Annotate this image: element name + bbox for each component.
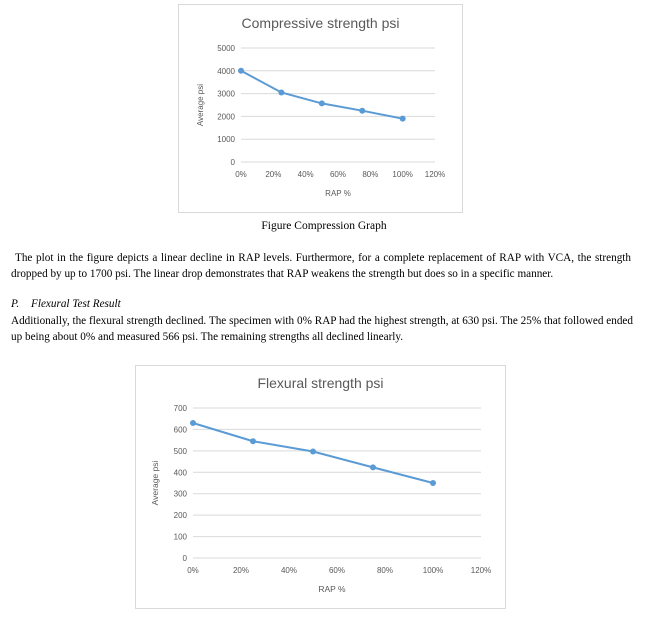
x-tick-label: 100%: [392, 170, 413, 179]
data-point: [250, 438, 256, 444]
y-tick-label: 5000: [217, 44, 235, 53]
data-point: [359, 108, 365, 114]
y-axis-title: Average psi: [196, 83, 205, 127]
y-tick-label: 300: [173, 489, 187, 499]
compressive-strength-plot: [179, 5, 464, 214]
data-point: [319, 100, 325, 106]
data-point: [370, 464, 376, 470]
flexural-strength-chart: [135, 365, 506, 609]
y-tick-label: 0: [182, 554, 187, 563]
y-tick-label: 4000: [217, 66, 235, 76]
x-axis-title: RAP %: [318, 584, 346, 594]
x-tick-label: 120%: [424, 170, 446, 179]
y-tick-label: 500: [173, 446, 187, 456]
y-tick-label: 100: [173, 532, 187, 542]
data-point: [400, 116, 406, 122]
x-tick-label: 60%: [328, 566, 346, 575]
chart-title: Compressive strength psi: [241, 15, 400, 31]
body-paragraph-2: Additionally, the flexural strength declined. The specimen with 0% RAP had the highest strength, at 630 psi. The 25% that followed ended up being about 0% and measured 566 psi. The remaining strengths all declined linearly.: [11, 315, 633, 343]
x-tick-label: 120%: [470, 566, 492, 575]
x-tick-label: 80%: [362, 170, 379, 179]
y-tick-label: 2000: [217, 112, 235, 122]
x-tick-label: 0%: [235, 170, 247, 179]
y-tick-label: 3000: [217, 89, 235, 99]
x-tick-label: 80%: [376, 566, 394, 575]
compressive-strength-chart: [178, 4, 463, 213]
x-tick-label: 0%: [187, 566, 199, 575]
section-heading: [11, 298, 121, 310]
y-tick-label: 400: [173, 468, 187, 478]
y-tick-label: 600: [173, 425, 187, 435]
x-tick-label: 20%: [265, 170, 282, 179]
y-tick-label: 0: [230, 158, 235, 167]
data-point: [238, 68, 244, 74]
chart-title: Flexural strength psi: [257, 375, 384, 391]
x-axis-title: RAP %: [325, 189, 351, 198]
data-point: [278, 89, 284, 95]
data-point: [190, 420, 196, 426]
x-tick-label: 20%: [232, 566, 250, 575]
data-point: [430, 480, 436, 486]
y-axis-title: Average psi: [150, 460, 160, 506]
body-paragraph-1: The plot in the figure depicts a linear decline in RAP levels. Furthermore, for a complete replacement of RAP with VCA, the strength dropped by up to 1700 psi. The linear drop demonstrates that RAP weakens the strength but does so in a specific manner.: [11, 252, 631, 280]
section-letter: P.: [11, 298, 20, 310]
flexural-strength-plot: [136, 366, 507, 610]
x-tick-label: 40%: [297, 170, 314, 179]
series-line: [241, 71, 403, 119]
data-point: [310, 449, 316, 455]
y-tick-label: 200: [173, 511, 187, 521]
x-tick-label: 60%: [329, 170, 347, 179]
x-tick-label: 40%: [280, 566, 298, 575]
y-tick-label: 1000: [217, 135, 235, 145]
y-tick-label: 700: [173, 404, 187, 413]
figure-caption: Figure Compression Graph: [261, 220, 387, 232]
section-title: Flexural Test Result: [31, 298, 121, 310]
x-tick-label: 100%: [422, 566, 444, 575]
